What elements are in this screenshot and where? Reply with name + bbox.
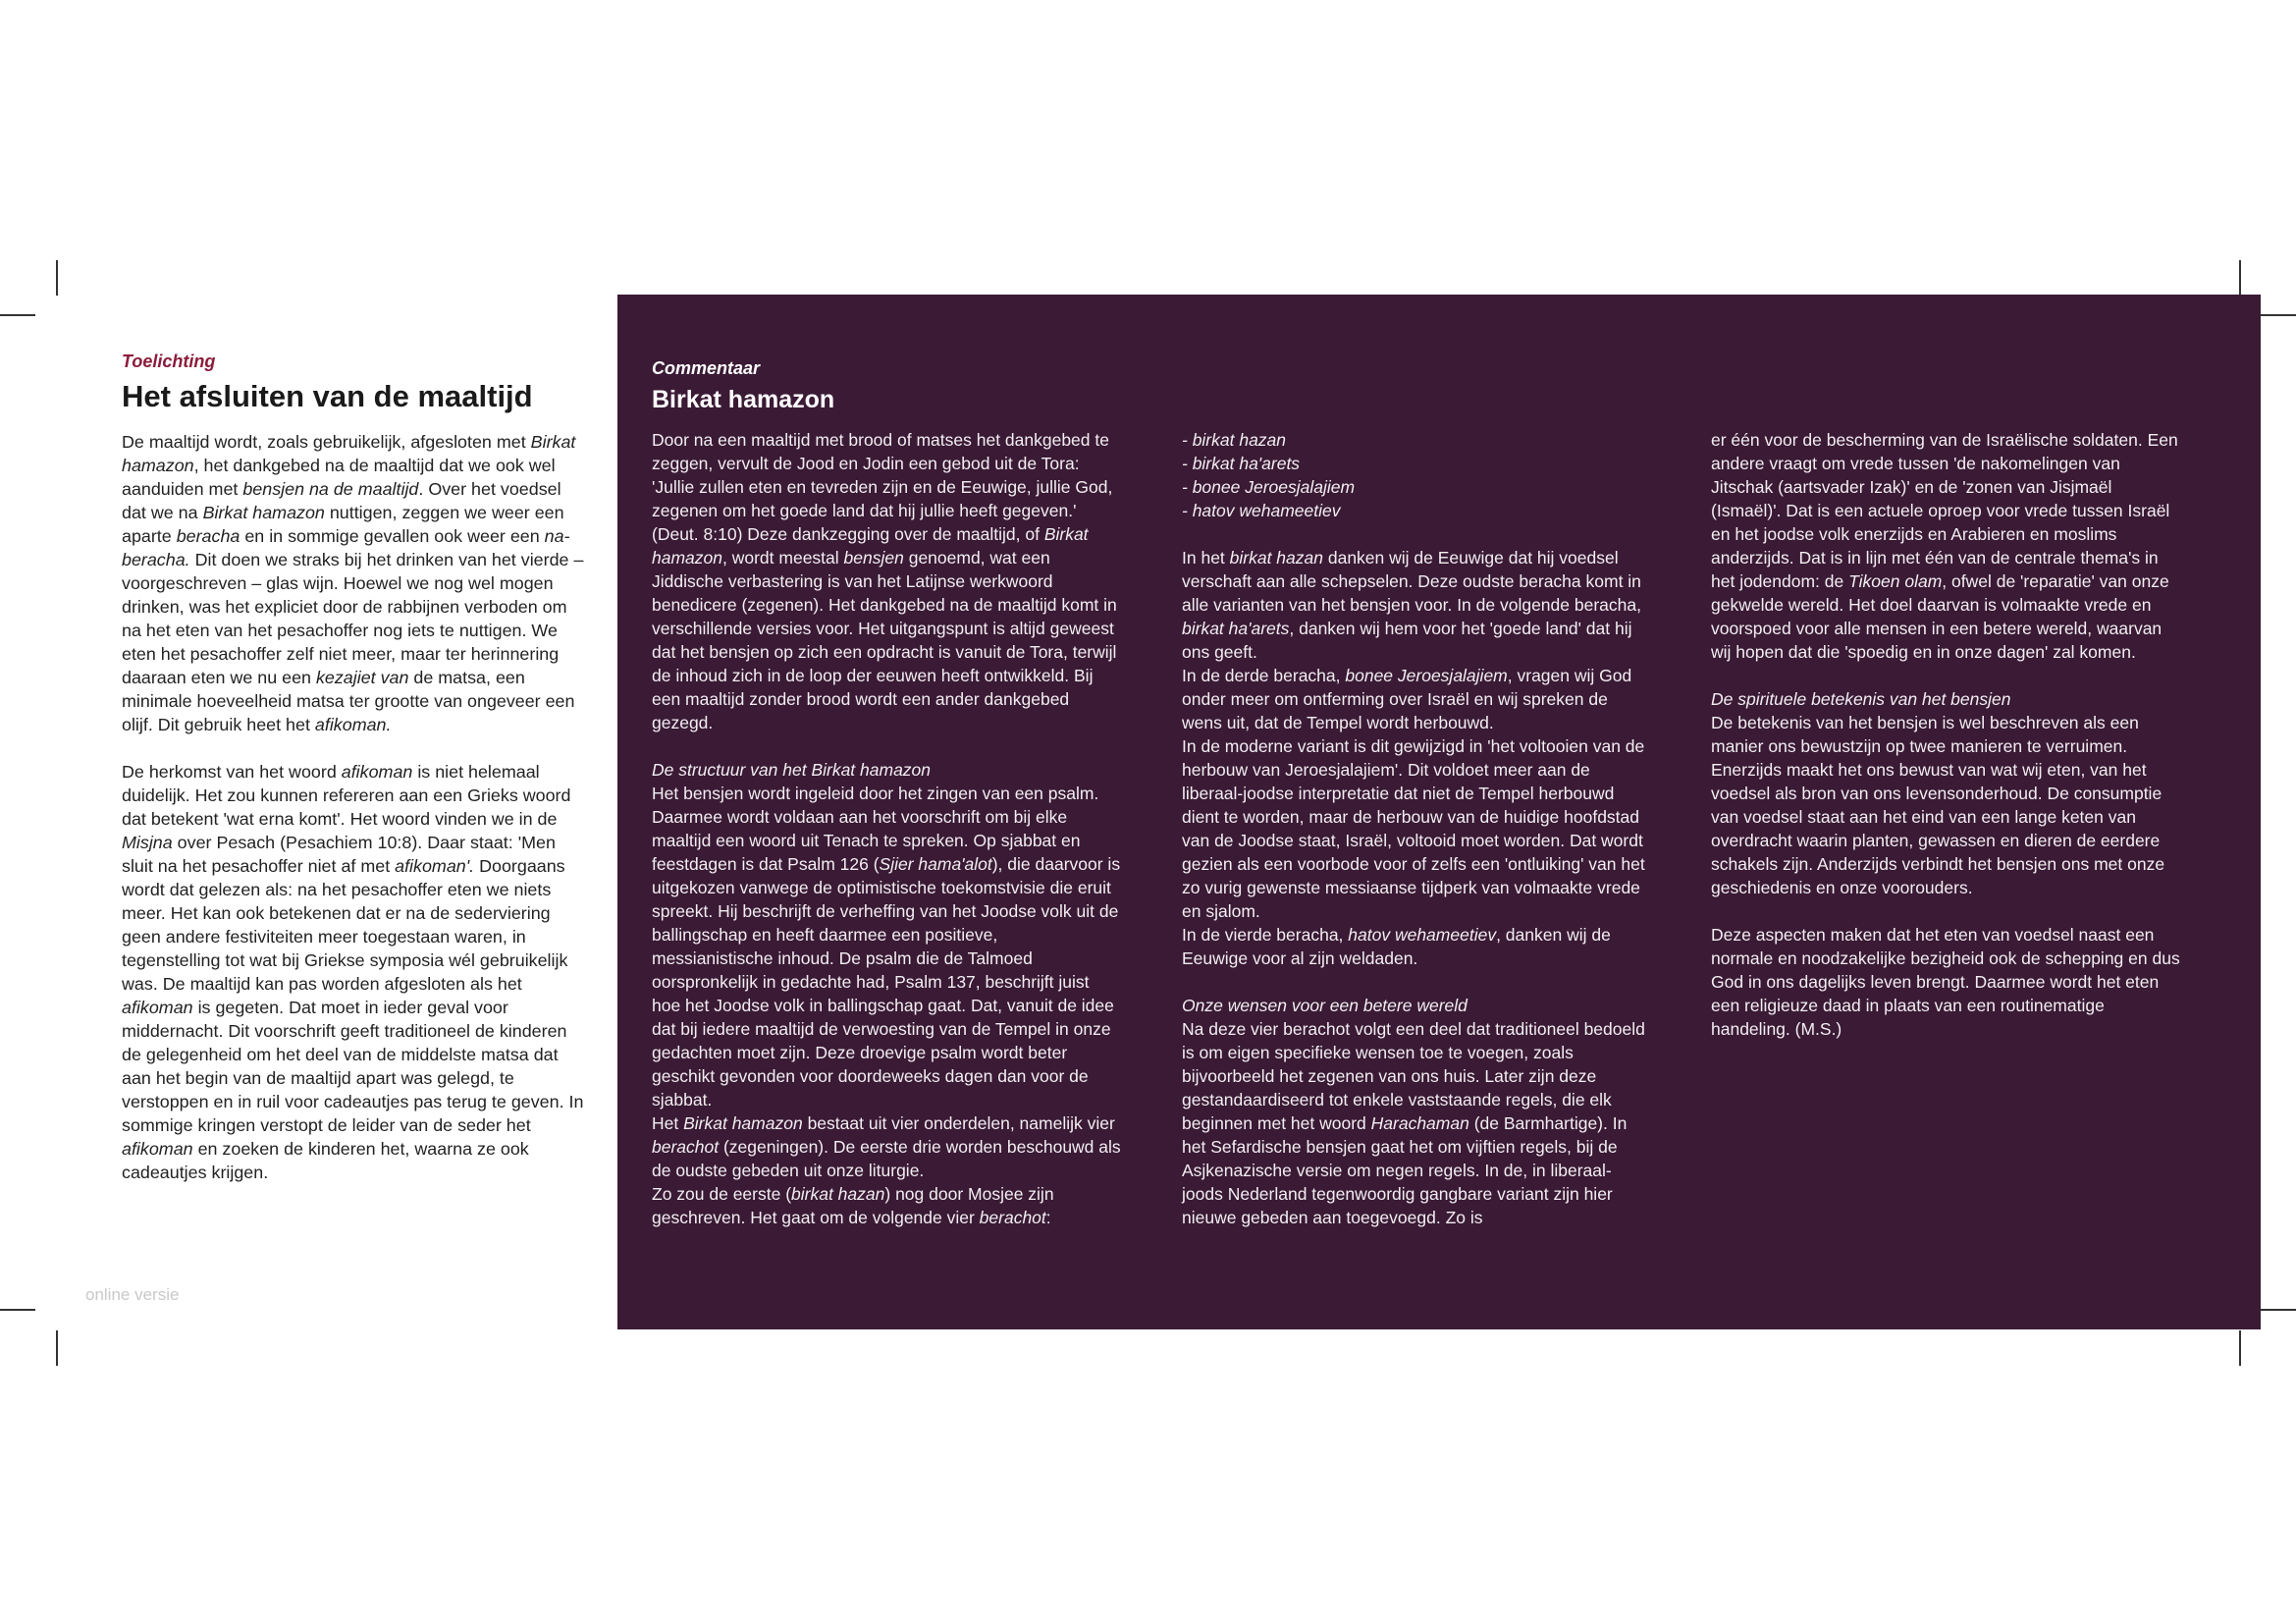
crop-mark bbox=[56, 1330, 58, 1366]
list-item: - bonee Jeroesjalajiem bbox=[1182, 477, 1356, 497]
crop-mark bbox=[2239, 260, 2241, 296]
commentary-column-1 bbox=[652, 428, 1121, 1229]
berachot-list bbox=[1182, 428, 1651, 522]
paragraph: In het birkat hazan danken wij de Eeuwige dat hij voedsel verschaft aan alle schepselen. Deze oudste beracha komt in alle varianten van het bensjen voor. In de volgende beracha, birkat ha'arets, danken wij hem voor het 'goede land' dat hij ons geeft. bbox=[1182, 548, 1641, 662]
paragraph: Deze aspecten maken dat het eten van voedsel naast een normale en noodzakelijke bezigheid ook de schepping en dus God in ons dagelijks leven brengt. Daarmee wordt het eten een religieuze daad in plaats van een routinematige handeling. (M.S.) bbox=[1711, 925, 2180, 1039]
paragraph: De betekenis van het bensjen is wel beschreven als een manier ons bewustzijn op twee manieren te verruimen. Enerzijds maakt het ons bewust van wat wij eten, van het voedsel als bron van ons levensonderhoud. De consumptie van voedsel staat aan het eind van een lange keten van overdracht waarin planten, gewassen en dieren de eerdere schakels zijn. Anderzijds verbindt het bensjen ons met onze geschiedenis en onze voorouders. bbox=[1711, 713, 2165, 897]
paragraph: er één voor de bescherming van de Israëlische soldaten. Een andere vraagt om vrede tussen 'de nakomelingen van Jitschak (aartsvader Izak)' en de 'zonen van Jisjmaël (Ismaël)'. Dat is een actuele oproep voor vrede tussen Israël en het joodse volk enerzijds en Arabieren en moslims anderzijds. Dat is in lijn met één van de centrale thema's in het jodendom: de Tikoen olam, ofwel de 'reparatie' van onze gekwelde wereld. Het doel daarvan is volmaakte vrede en voorspoed voor alle mensen in een betere wereld, waarvan wij hopen dat die 'spoedig en in onze dagen' zal komen. bbox=[1711, 430, 2178, 662]
paragraph: Het Birkat hamazon bestaat uit vier onderdelen, namelijk vier berachot (zegeningen). De eerste drie worden beschouwd als de oudste gebeden uit onze liturgie. bbox=[652, 1113, 1121, 1180]
crop-mark bbox=[2261, 1309, 2296, 1311]
commentary-column-2 bbox=[1182, 428, 1651, 1229]
paragraph: In de vierde beracha, hatov wehameetiev, danken wij de Eeuwige voor al zijn weldaden. bbox=[1182, 925, 1611, 968]
commentary-title: Birkat hamazon bbox=[652, 386, 835, 413]
paragraph: Het bensjen wordt ingeleid door het zingen van een psalm. Daarmee wordt voldaan aan het voorschrift om bij elke maaltijd een woord uit Tenach te spreken. Op sjabbat en feestdagen is dat Psalm 126 (Sjier hama'alot), die daarvoor is uitgekozen vanwege de optimistische toekomstvisie die eruit spreekt. Hij beschrijft de verheffing van het Joodse volk uit de ballingschap en heeft daarmee een positieve, messianistische inhoud. De psalm die de Talmoed oorspronkelijk in gedachte had, Psalm 137, beschrijft juist hoe het Joodse volk in ballingschap gaat. Dat, vanuit de idee dat bij iedere maaltijd de verwoesting van de Tempel in onze gedachten moet zijn. Deze droevige psalm wordt beter geschikt gevonden voor doordeweeks dagen dan voor de sjabbat. bbox=[652, 784, 1121, 1110]
crop-mark bbox=[2261, 314, 2296, 316]
paragraph: Na deze vier berachot volgt een deel dat traditioneel bedoeld is om eigen specifieke wensen toe te voegen, zoals bijvoorbeeld het zegenen van ons huis. Later zijn deze gestandaardiseerd tot enkele vaststaande regels, die elk beginnen met het woord Harachaman (de Barmhartige). In het Sefardische bensjen gaat het om vijftien regels, bij de Asjkenazische versie om negen regels. In de, in liberaal-joods Nederland tegenwoordig gangbare variant zijn hier nieuwe gebeden aan toegevoegd. Zo is bbox=[1182, 1019, 1645, 1227]
subheading: Onze wensen voor een betere wereld bbox=[1182, 996, 1468, 1015]
paragraph: De herkomst van het woord afikoman is niet helemaal duidelijk. Het zou kunnen refereren aan een Grieks woord dat betekent 'wat erna komt'. Het woord vinden we in de Misjna over Pesach (Pesachiem 10:8). Daar staat: 'Men sluit na het pesachoffer niet af met afikoman'. Doorgaans wordt dat gelezen als: na het pesachoffer eten we niets meer. Het kan ook betekenen dat er na de sederviering geen andere festiviteiten meer toegestaan waren, in tegenstelling tot wat bij Griekse symposia wél gebruikelijk was. De maaltijd kan pas worden afgesloten als het afikoman is gegeten. Dat moet in ieder geval voor middernacht. Dit voorschrift geeft traditioneel de kinderen de gelegenheid om het deel van de middelste matsa dat aan het begin van de maaltijd apart was gelegd, te verstoppen en in ruil voor cadeautjes pas terug te geven. In sommige kringen verstopt de leider van de seder het afikoman en zoeken de kinderen het, waarna ze ook cadeautjes krijgen. bbox=[122, 762, 584, 1182]
crop-mark bbox=[0, 314, 35, 316]
page-title: Het afsluiten van de maaltijd bbox=[122, 379, 533, 413]
commentary-panel bbox=[617, 295, 2261, 1329]
commentary-header bbox=[652, 356, 834, 415]
subheading: De spirituele betekenis van het bensjen bbox=[1711, 689, 2011, 709]
paragraph: In de derde beracha, bonee Jeroesjalajiem, vragen wij God onder meer om ontferming over Israël en wij spreken de wens uit, dat de Tempel wordt herbouwd. bbox=[1182, 666, 1632, 732]
paragraph: De maaltijd wordt, zoals gebruikelijk, afgesloten met Birkat hamazon, het dankgebed na de maaltijd dat we ook wel aanduiden met bensjen na de maaltijd. Over het voedsel dat we na Birkat hamazon nuttigen, zeggen we weer een aparte beracha en in sommige gevallen ook weer een na-beracha. Dit doen we straks bij het drinken van het vierde – voorgeschreven – glas wijn. Hoewel we nog wel mogen drinken, was het expliciet door de rabbijnen verboden om na het eten van het pesachoffer nog iets te nuttigen. We eten het pesachoffer zelf niet meer, maar ter herinnering daaraan eten we nu een kezajiet van de matsa, een minimale hoeveelheid matsa ter grootte van ongeveer een olijf. Dit gebruik heet het afikoman. bbox=[122, 432, 584, 734]
section-kicker: Toelichting bbox=[122, 352, 216, 371]
paragraph: Zo zou de eerste (birkat hazan) nog door Mosjee zijn geschreven. Het gaat om de volgende vier berachot: bbox=[652, 1184, 1054, 1227]
list-item: - birkat ha'arets bbox=[1182, 454, 1301, 473]
toelichting-section bbox=[122, 350, 589, 1184]
commentary-kicker: Commentaar bbox=[652, 358, 761, 378]
commentary-column-3 bbox=[1711, 428, 2180, 1041]
crop-mark bbox=[0, 1309, 35, 1311]
footer-label: online versie bbox=[85, 1285, 180, 1304]
paragraph: In de moderne variant is dit gewijzigd in 'het voltooien van de herbouw van Jeroesjalajiem'. Dit voldoet meer aan de liberaal-joodse interpretatie dat niet de Tempel herbouwd dient te worden, maar de herbouw van de huidige hoofdstad van de Joodse staat, Israël, voltooid moet worden. Dat wordt gezien als een voorbode voor of zelfs een 'ontluiking' van het zo vurig gewenste messiaanse tijdperk van volmaakte vrede en sjalom. bbox=[1182, 736, 1645, 921]
crop-mark bbox=[2239, 1330, 2241, 1366]
list-item: - birkat hazan bbox=[1182, 430, 1287, 450]
paragraph: Door na een maaltijd met brood of matses het dankgebed te zeggen, vervult de Jood en Jodin een gebod uit de Tora: 'Jullie zullen eten en tevreden zijn en de Eeuwige, jullie God, zegenen om het goede land dat hij jullie heeft gegeven.' (Deut. 8:10) Deze dankzegging over de maaltijd, of Birkat hamazon, wordt meestal bensjen genoemd, wat een Jiddische verbastering is van het Latijnse werkwoord benedicere (zegenen). Het dankgebed na de maaltijd komt in verschillende versies voor. Het uitgangspunt is altijd geweest dat het bensjen op zich een opdracht is vanuit de Tora, terwijl de inhoud zich in de loop der eeuwen heeft ontwikkeld. Bij een maaltijd zonder brood wordt een ander dankgebed gezegd. bbox=[652, 430, 1117, 732]
crop-mark bbox=[56, 260, 58, 296]
subheading: De structuur van het Birkat hamazon bbox=[652, 760, 932, 780]
list-item: - hatov wehameetiev bbox=[1182, 501, 1341, 520]
